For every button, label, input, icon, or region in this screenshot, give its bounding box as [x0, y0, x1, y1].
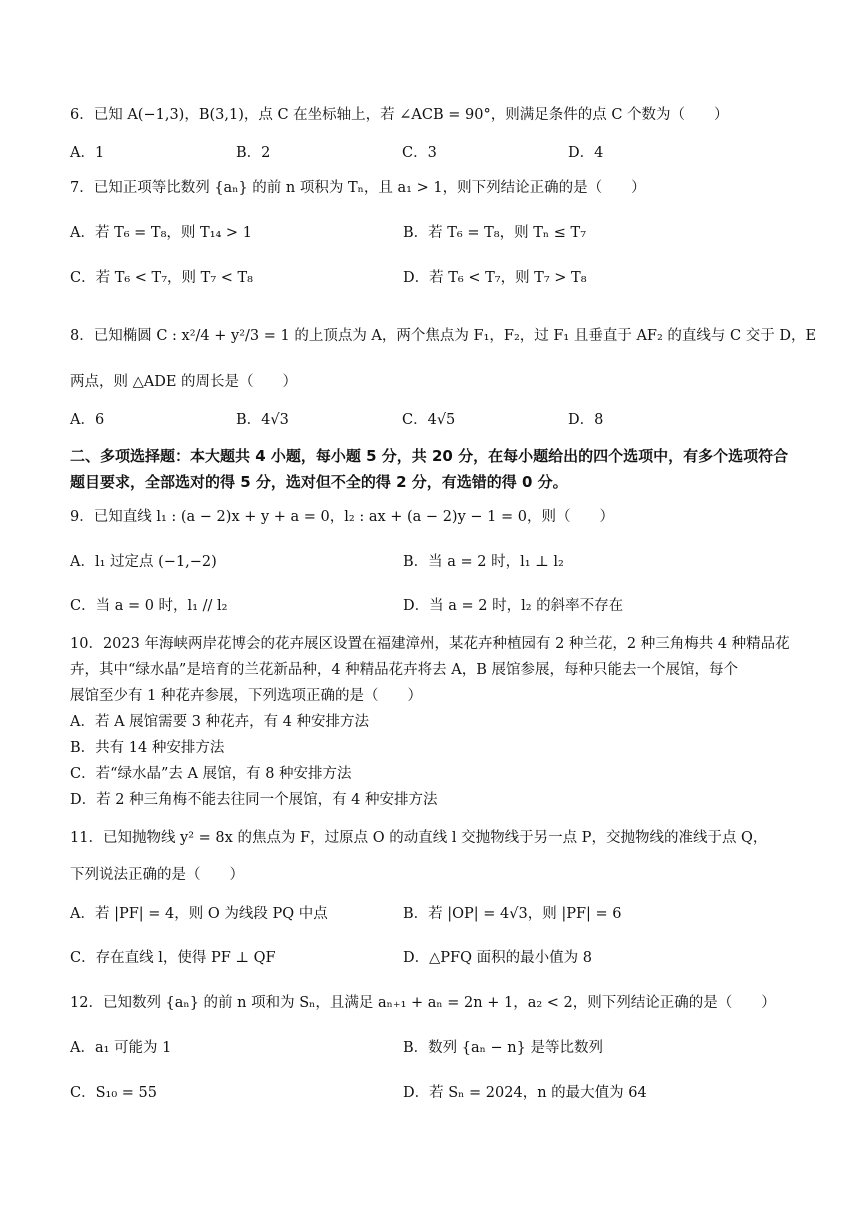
question-6-stem: 6．已知 A(−1,3)，B(3,1)，点 C 在坐标轴上，若 ∠ACB = 90°，则满足条件的点 C 个数为（ ） — [70, 107, 729, 123]
option-b: B．数列 {aₙ − n} 是等比数列 — [403, 1040, 603, 1056]
question-10-stem-line-1: 10．2023 年海峡两岸花博会的花卉展区设置在福建漳州，某花卉种植园有 2 种兰花，2 种三角梅共 4 种精品花 — [70, 636, 790, 652]
question-10-option-b: B．共有 14 种安排方法 — [70, 740, 225, 756]
question-12-options-ab — [70, 1037, 800, 1059]
option-c: C．当 a = 0 时，l₁ // l₂ — [70, 598, 228, 614]
option-a: A．若 |PF| = 4，则 O 为线段 PQ 中点 — [70, 906, 328, 922]
question-10-stem-line-3: 展馆至少有 1 种花卉参展，下列选项正确的是（ ） — [70, 688, 422, 704]
option-d: D．8 — [568, 412, 604, 428]
option-a: A．6 — [70, 412, 105, 428]
question-8-options — [70, 409, 800, 431]
option-d: D．△PFQ 面积的最小值为 8 — [403, 950, 592, 966]
option-c: C．3 — [402, 145, 437, 161]
option-c: C．存在直线 l，使得 PF ⊥ QF — [70, 950, 276, 966]
option-a: A．若 T₆ = T₈，则 T₁₄ > 1 — [70, 225, 252, 241]
option-a: A．l₁ 过定点 (−1,−2) — [70, 554, 217, 570]
question-8-stem: 8．已知椭圆 C : x²/4 + y²/3 = 1 的上顶点为 A，两个焦点为 F₁，F₂，过 F₁ 且垂直于 AF₂ 的直线与 C 交于 D，E — [70, 328, 817, 344]
question-9-options-cd — [70, 595, 800, 617]
question-9-stem: 9．已知直线 l₁ : (a − 2)x + y + a = 0，l₂ : ax + (a − 2)y − 1 = 0，则（ ） — [70, 509, 614, 525]
question-8-stem-continued: 两点，则 △ADE 的周长是（ ） — [70, 374, 298, 390]
question-6-options — [70, 142, 800, 164]
option-a: A．1 — [70, 145, 105, 161]
option-b: B．若 T₆ = T₈，则 Tₙ ≤ T₇ — [403, 225, 587, 241]
option-a: A．a₁ 可能为 1 — [70, 1040, 172, 1056]
question-7-options-ab — [70, 222, 800, 244]
option-d: D．4 — [568, 145, 604, 161]
option-b: B．2 — [236, 145, 271, 161]
option-d: D．若 Sₙ = 2024，n 的最大值为 64 — [403, 1085, 647, 1101]
option-b: B．当 a = 2 时，l₁ ⊥ l₂ — [403, 554, 564, 570]
question-7-options-cd — [70, 267, 800, 289]
question-12-options-cd — [70, 1082, 800, 1104]
option-c: C．4√5 — [402, 412, 456, 428]
option-b: B．若 |OP| = 4√3，则 |PF| = 6 — [403, 906, 622, 922]
question-11-stem-continued: 下列说法正确的是（ ） — [70, 867, 244, 883]
section-2-heading: 二、多项选择题：本大题共 4 小题，每小题 5 分，共 20 分，在每小题给出的四个选项中，有多个选项符合题目要求，全部选对的得 5 分，选对但不全的得 2 分，有选错的得 0 分。 — [70, 447, 789, 491]
question-12-stem: 12．已知数列 {aₙ} 的前 n 项和为 Sₙ，且满足 aₙ₊₁ + aₙ = 2n + 1，a₂ < 2，则下列结论正确的是（ ） — [70, 995, 776, 1011]
option-b: B．4√3 — [236, 412, 289, 428]
question-9-options-ab — [70, 551, 800, 573]
option-d: D．当 a = 2 时，l₂ 的斜率不存在 — [403, 598, 624, 614]
question-10-option-d: D．若 2 种三角梅不能去往同一个展馆，有 4 种安排方法 — [70, 792, 438, 808]
question-11-options-ab — [70, 903, 800, 925]
question-11-options-cd — [70, 947, 800, 969]
option-c: C．S₁₀ = 55 — [70, 1085, 157, 1101]
question-10-option-c: C．若“绿水晶”去 A 展馆，有 8 种安排方法 — [70, 766, 352, 782]
option-c: C．若 T₆ < T₇，则 T₇ < T₈ — [70, 270, 253, 286]
option-d: D．若 T₆ < T₇，则 T₇ > T₈ — [403, 270, 587, 286]
question-10-stem-line-2: 卉，其中“绿水晶”是培育的兰花新品种，4 种精品花卉将去 A，B 展馆参展，每种只能去一个展馆，每个 — [70, 662, 739, 678]
question-7-stem: 7．已知正项等比数列 {aₙ} 的前 n 项积为 Tₙ，且 a₁ > 1，则下列结论正确的是（ ） — [70, 180, 646, 196]
question-10-option-a: A．若 A 展馆需要 3 种花卉，有 4 种安排方法 — [70, 714, 370, 730]
question-11-stem: 11．已知抛物线 y² = 8x 的焦点为 F，过原点 O 的动直线 l 交抛物线于另一点 P，交抛物线的准线于点 Q， — [70, 830, 768, 846]
